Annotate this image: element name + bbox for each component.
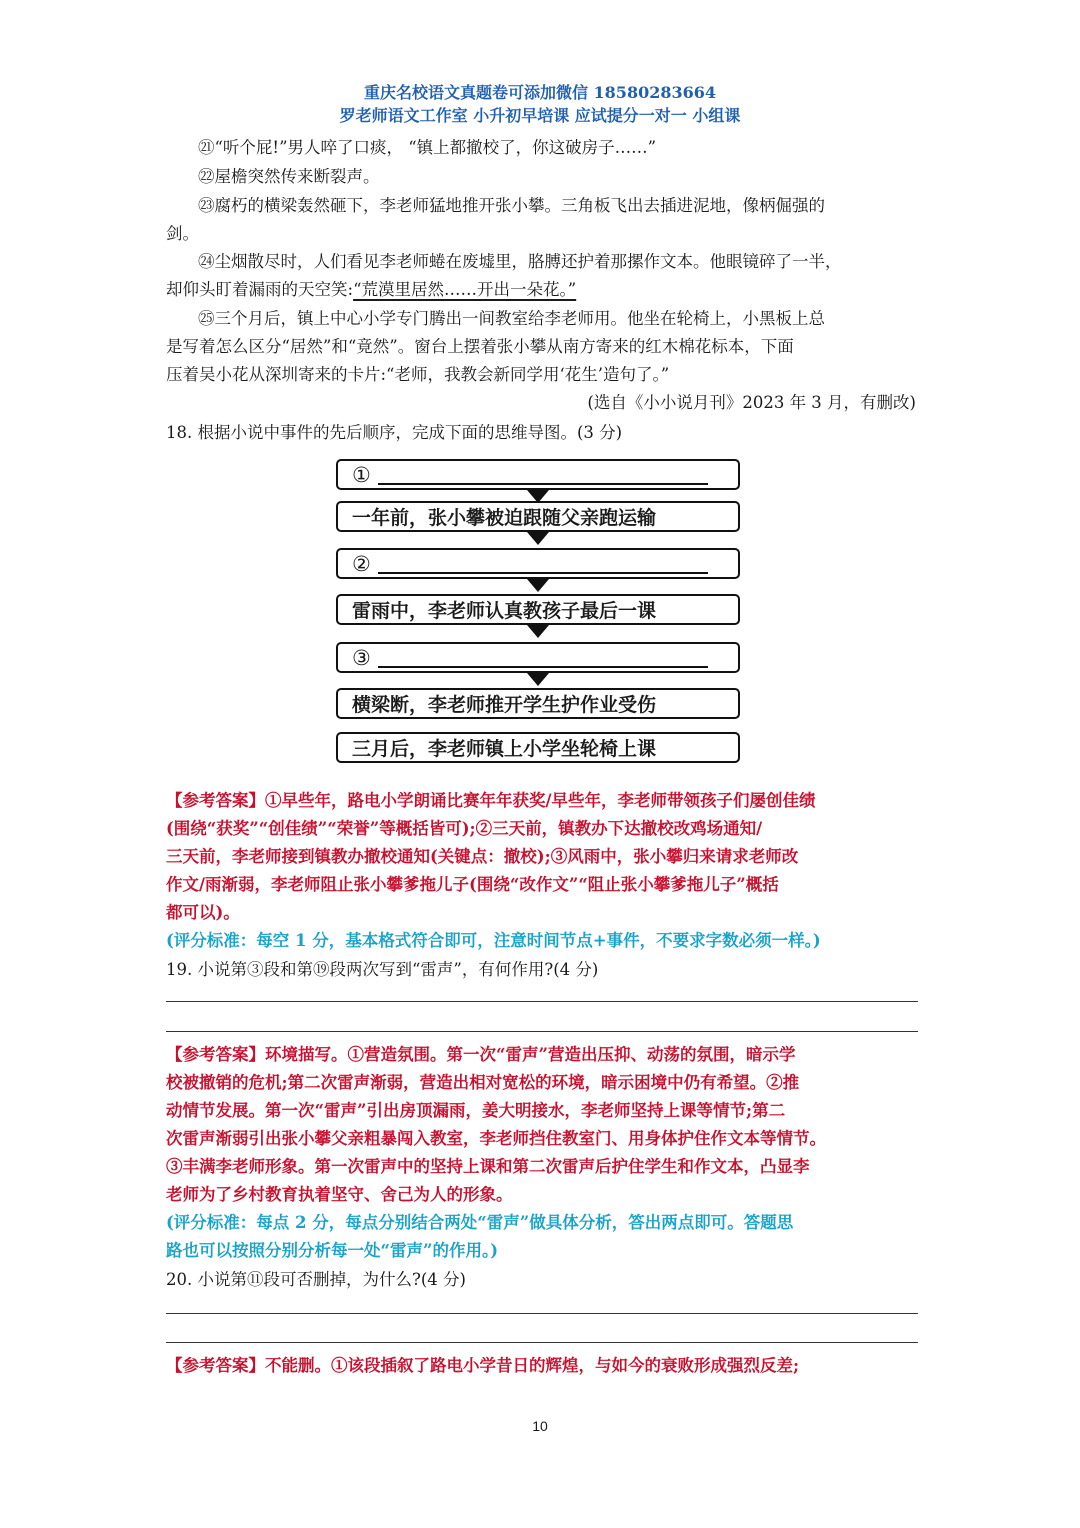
q18-answer-line1: 【参考答案】①早些年，路电小学朗诵比赛年年获奖/早些年，李老师带领孩子们屡创佳绩 bbox=[166, 791, 816, 810]
q19-answer-line5: ③丰满李老师形象。第一次雷声中的坚持上课和第二次雷声后护住学生和作文本，凸显李 bbox=[166, 1157, 810, 1176]
answer-line bbox=[166, 1001, 918, 1002]
paragraph-23-line1: ㉓腐朽的横梁轰然砸下，李老师猛地推开张小攀。三角板飞出去插进泥地，像柄倔强的 bbox=[198, 196, 825, 215]
q19-answer-line1: 【参考答案】环境描写。①营造氛围。第一次“雷声”营造出压抑、动荡的氛围，暗示学 bbox=[166, 1045, 796, 1064]
header-contact-line: 重庆名校语文真题卷可添加微信 18580283664 bbox=[363, 83, 717, 102]
header-studio-line: 罗老师语文工作室 小升初早培课 应试提分一对一 小组课 bbox=[339, 106, 741, 125]
arrow-down-icon bbox=[527, 532, 549, 545]
paragraph-25-line2: 是写着怎么区分“居然”和“竟然”。窗台上摆着张小攀从南方寄来的红木棉花标本，下面 bbox=[166, 337, 794, 356]
arrow-down-icon bbox=[527, 625, 549, 638]
question-19: 19. 小说第③段和第⑲段两次写到“雷声”，有何作用?(4 分) bbox=[166, 960, 599, 979]
paragraph-25-line3: 压着吴小花从深圳寄来的卡片:“老师，我教会新同学用‘花生’造句了。” bbox=[166, 365, 670, 384]
arrow-down-icon bbox=[527, 579, 549, 592]
arrow-down-icon bbox=[527, 673, 549, 686]
flow-text: 横梁断，李老师推开学生护作业受伤 bbox=[352, 694, 657, 716]
flow-box-2 bbox=[336, 501, 740, 532]
paragraph-24-line2 bbox=[166, 276, 918, 300]
flow-box-7 bbox=[336, 732, 740, 763]
q19-scoring-criteria-line2: 路也可以按照分别分析每一处“雷声”的作用。) bbox=[166, 1241, 499, 1260]
q18-answer-line5: 都可以)。 bbox=[166, 903, 240, 922]
flow-text: 三月后，李老师镇上小学坐轮椅上课 bbox=[352, 738, 657, 760]
q18-answer-line3: 三天前，李老师接到镇教办撤校通知(关键点：撤校);③风雨中，张小攀归来请求老师改 bbox=[166, 847, 799, 866]
paragraph-24-line1: ㉔尘烟散尽时，人们看见李老师蜷在废墟里，胳膊还护着那摞作文本。他眼镜碎了一半， bbox=[198, 252, 842, 271]
q19-scoring-criteria-line1: (评分标准：每点 2 分，每点分别结合两处“雷声”做具体分析，答出两点即可。答题思 bbox=[166, 1213, 794, 1232]
paragraph-23-line2: 剑。 bbox=[166, 224, 199, 243]
paragraph-21: ㉑“听个屁!”男人啐了口痰， “镇上都撤校了，你这破房子……” bbox=[198, 138, 657, 157]
q18-scoring-criteria: (评分标准：每空 1 分，基本格式符合即可，注意时间节点+事件，不要求字数必须一样。) bbox=[166, 931, 821, 950]
answer-line bbox=[166, 1031, 918, 1032]
flow-box-1-blank bbox=[336, 459, 740, 490]
answer-blank bbox=[378, 465, 708, 485]
flow-box-3-blank bbox=[336, 548, 740, 579]
flow-box-6 bbox=[336, 688, 740, 719]
flow-number: ② bbox=[352, 551, 371, 576]
answer-blank bbox=[378, 648, 708, 668]
q20-answer-line1: 【参考答案】不能删。①该段插叙了路电小学昔日的辉煌，与如今的衰败形成强烈反差; bbox=[166, 1356, 800, 1375]
flow-text: 雷雨中，李老师认真教孩子最后一课 bbox=[352, 600, 657, 622]
answer-blank bbox=[378, 554, 708, 574]
page-number: 10 bbox=[532, 1418, 548, 1434]
paragraph-24-text: 却仰头盯着漏雨的天空笑: bbox=[166, 280, 354, 299]
q19-answer-line6: 老师为了乡村教育执着坚守、舍己为人的形象。 bbox=[166, 1185, 513, 1204]
flow-number: ① bbox=[352, 462, 371, 487]
q19-answer-line4: 次雷声渐弱引出张小攀父亲粗暴闯入教室，李老师挡住教室门、用身体护住作文本等情节。 bbox=[166, 1129, 826, 1148]
underlined-quote: “荒漠里居然……开出一朵花。” bbox=[353, 280, 577, 299]
question-20: 20. 小说第⑪段可否删掉，为什么?(4 分) bbox=[166, 1270, 466, 1289]
source-citation: (选自《小小说月刊》2023 年 3 月，有删改) bbox=[587, 393, 916, 412]
flow-number: ③ bbox=[352, 645, 371, 670]
question-18: 18. 根据小说中事件的先后顺序，完成下面的思维导图。(3 分) bbox=[166, 423, 623, 442]
flow-box-5-blank bbox=[336, 642, 740, 673]
q18-answer-line4: 作文/雨渐弱，李老师阻止张小攀爹拖儿子(围绕“改作文”“阻止张小攀爹拖儿子”概括 bbox=[166, 875, 779, 894]
paragraph-25-line1: ㉕三个月后，镇上中心小学专门腾出一间教室给李老师用。他坐在轮椅上，小黑板上总 bbox=[198, 309, 825, 328]
answer-line bbox=[166, 1342, 918, 1343]
q19-answer-line2: 校被撤销的危机;第二次雷声渐弱，营造出相对宽松的环境，暗示困境中仍有希望。②推 bbox=[166, 1073, 800, 1092]
flow-text: 一年前，张小攀被迫跟随父亲跑运输 bbox=[352, 507, 657, 529]
paragraph-22: ㉒屋檐突然传来断裂声。 bbox=[198, 167, 380, 186]
flow-box-4 bbox=[336, 594, 740, 625]
q19-answer-line3: 动情节发展。第一次“雷声”引出房顶漏雨，姜大明接水，李老师坚持上课等情节;第二 bbox=[166, 1101, 786, 1120]
q18-answer-line2: (围绕“获奖”“创佳绩”“荣誉”等概括皆可);②三天前，镇教办下达撤校改鸡场通知/ bbox=[166, 819, 763, 838]
answer-line bbox=[166, 1313, 918, 1314]
